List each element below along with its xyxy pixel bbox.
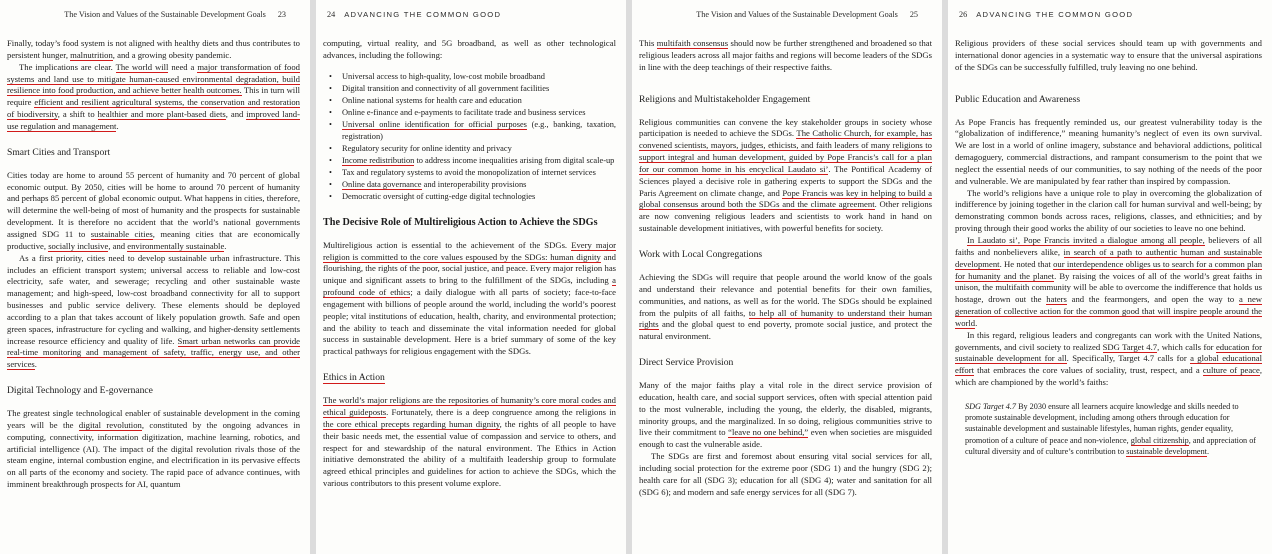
highlighted-phrase: to help all of humanity to understand their human rights: [639, 307, 932, 330]
page-number: 25: [909, 10, 918, 19]
text-run: . By raising the voices of all of the world’s great faiths in unison, the multifaith community will be able to overcome the indifference that holds us hostage, drown out the: [955, 270, 1263, 305]
highlighted-phrase: sustainable development: [1126, 446, 1207, 456]
highlighted-phrase: a profound code of ethics: [323, 275, 616, 298]
bullet-item: [337, 71, 616, 83]
text-run: , and appreciation of cultural diversity and of culture’s contribution to: [965, 435, 1257, 456]
paragraph: [639, 380, 932, 451]
text-run: that embraces the core values of sociality, trust, respect, and a: [974, 365, 1203, 376]
bullet-item: [337, 179, 616, 191]
text-run: should now be further strengthened and broadened so that religious leaders across all major faiths and regions will become leaders of the SDGs in line with the deep teachings of their respective faiths.: [639, 38, 932, 72]
highlighted-phrase: major transformation of food systems and land use to mitigate human-caused environmental degradation, build resilience into food production, and achieve better health outcomes.: [7, 61, 300, 96]
highlighted-phrase: a new generation of collective action for the common good that will inspire people around the world: [955, 294, 1262, 328]
text-run: . He noted that: [999, 258, 1054, 269]
section-heading: The Decisive Role of Multireligious Action to Achieve the SDGs: [323, 216, 598, 228]
text-run: Regulatory security for online identity and privacy: [342, 143, 512, 153]
section-heading: [323, 372, 616, 384]
paragraph: [7, 62, 300, 133]
bullet-item: [337, 95, 616, 107]
text-run: Universal access to high-quality, low-cost mobile broadband: [342, 71, 545, 81]
highlighted-phrase: in search of a path to authentic human and sustainable development: [955, 246, 1262, 269]
text-run: need a: [168, 61, 198, 72]
running-header: [639, 10, 932, 27]
highlighted-phrase: The world’s major religions are the repositories of humanity’s core moral codes and ethical guideposts: [323, 395, 616, 417]
text-run: Many of the major faiths play a vital role in the direct service provision of education, health care, and social support services, often with special attention paid to the most vulnerable, including the young, the elderly, the disabled, migrants, minority groups, and the marginalized. In so doing, religious communities strive to live their commitment to: [639, 380, 932, 438]
text-run: , constituted by the ongoing advances in computing, connectivity, information digitization, machine learning, robotics, and artificial intelligence (AI). The impact of the digital revolution rivals those of the steam engine, internal combustion engine, and electrification in its pervasive effects on all parts of the economy and society. The rapid pace of advance continues, with imminent breakthrough prospects for AI, quantum: [7, 419, 301, 490]
text-run: and the fearmongers, and open the way to: [1066, 294, 1240, 305]
heading-highlight: Ethics in Action: [323, 372, 385, 384]
text-run: Achieving the SDGs will require that people around the world know of the goals and understand their relevance and potential benefits for their own families, communities, and nations, as well as for the world. The SDGs should be explained from the pulpits of all faiths,: [639, 271, 932, 318]
paragraph: [639, 38, 932, 74]
highlighted-phrase: malnutrition: [70, 49, 113, 60]
page-number: 26: [959, 10, 968, 19]
text-run: to address income inequalities arising from digital scale-up: [414, 155, 615, 165]
highlighted-phrase: In Laudato si’, Pope Francis invited a dialogue among all people,: [967, 234, 1205, 245]
highlighted-phrase: digital revolution: [78, 419, 142, 430]
running-header: [323, 10, 616, 27]
highlighted-phrase: global citizenship: [1130, 435, 1189, 445]
paragraph: [323, 395, 616, 490]
text-run: By 2030 ensure all learners acquire knowledge and skills needed to promote sustainable development, including among others through education for sustainable development and sustainable lifestyles, human rights, gender equality, promotion of a culture of peace and non-violence,: [965, 401, 1239, 445]
highlighted-phrase: Income redistribution: [342, 155, 415, 165]
page-body: [7, 38, 300, 491]
highlighted-phrase: sustainable cities: [90, 228, 153, 239]
page-body: [955, 38, 1262, 457]
bullet-item: [337, 155, 616, 167]
highlighted-phrase: improved land-use regulation and management: [7, 109, 300, 131]
section-heading: Religions and Multistakeholder Engagement: [639, 93, 811, 105]
highlighted-phrase: a global educational effort: [955, 353, 1262, 376]
section-heading: Work with Local Congregations: [639, 248, 763, 260]
text-run: .: [975, 317, 978, 328]
text-run: and interoperability provisions: [421, 179, 527, 189]
paragraph: [323, 38, 616, 62]
highlighted-phrase: environmentally sustainable: [127, 240, 225, 251]
highlighted-phrase: healthier and more plant-based diets: [97, 109, 226, 120]
paragraph: [639, 272, 932, 343]
book-title: ADVANCING THE COMMON GOOD: [344, 10, 502, 19]
page-body: [639, 38, 932, 498]
paragraph: [323, 240, 616, 358]
bullet-item: [337, 107, 616, 119]
text-run: This in turn will require: [7, 85, 300, 108]
text-run: (e.g., banking, taxation, registration): [342, 119, 616, 141]
text-run: , and: [225, 109, 247, 120]
text-run: , which are championed by the world’s faiths:: [955, 365, 1262, 388]
text-run: As a first priority, cities need to develop sustainable urban infrastructure. This includes an efficient transport system; universal access to reliable and low-cost electricity, safe water, and sewerage; recycling and other sustainable waste management; and high-speed, low-cost broadband connectivity for all to support businesses and public service delivery. These elements should be deployed according to a plan that takes account of likely population growth. Safe and open green spaces, infrastructure for cycling and walking, and higher-density settlements increase resource efficiency and quality of life.: [7, 252, 300, 346]
page-26: [948, 0, 1272, 554]
text-run: The SDGs are first and foremost about ensuring vital social services for all, including social protection for the extreme poor (SDG 1) and the hungry (SDG 2); health care for all (SDG 3); education for all (SDG 4); water and sanitation for all (SDG 6); and modern and safe energy services for all (SDG 7).: [639, 451, 932, 497]
highlighted-phrase: “leave no one behind,”: [728, 427, 809, 438]
bullet-item: [337, 167, 616, 179]
text-run: Online e-finance and e-payments to facilitate trade and business services: [342, 107, 586, 117]
paragraph: [955, 188, 1262, 235]
text-run: Democratic oversight of cutting-edge digital technologies: [342, 191, 536, 201]
page-number: 23: [277, 10, 286, 19]
section-heading: Direct Service Provision: [639, 357, 734, 369]
text-run: . Other religions are now convening religious leaders and scientists to work hand in hand on sustainable development initiatives, with powerful benefits for society.: [639, 199, 932, 234]
text-run: This: [639, 38, 657, 48]
text-run: believers of all faiths and nonbelievers alike,: [955, 234, 1262, 257]
paragraph: [955, 330, 1262, 389]
highlighted-phrase: culture of peace: [1202, 365, 1260, 376]
text-run: Tax and regulatory systems to avoid the monopolization of internet services: [342, 167, 596, 177]
book-title: ADVANCING THE COMMON GOOD: [976, 10, 1134, 19]
paragraph: [955, 117, 1262, 188]
highlighted-phrase: Universal online identification for official purposes: [342, 119, 527, 129]
running-title: The Vision and Values of the Sustainable Development Goals: [696, 10, 898, 19]
text-run: As Pope Francis has frequently reminded us, our greatest vulnerability today is the “globalization of indifference,” meaning humanity’s neglect of even its own survival. We are lost in a world of online imagery, substance and behavioral addictions, political demagoguery, commercial distractions, and rampant consumerism to the point that we neglect the essential needs of our communities, to say nothing of the needs of the poor and vulnerable. We are manipulated by fear rather than inspired by compassion.: [955, 116, 1262, 186]
text-run: , meaning cities that are economically productive,: [7, 228, 300, 251]
text-run: Multireligious action is essential to the achievement of the SDGs.: [323, 239, 572, 250]
paragraph: [7, 253, 300, 371]
paragraph: [955, 38, 1262, 74]
page-23: [0, 0, 310, 554]
page-body: [323, 38, 616, 490]
paragraph: [7, 38, 300, 62]
running-title: The Vision and Values of the Sustainable Development Goals: [64, 10, 266, 19]
text-run: .: [1206, 446, 1209, 456]
callout-label: SDG Target 4.7: [965, 401, 1017, 411]
bullet-list: [337, 71, 616, 203]
text-run: Cities today are home to around 55 percent of humanity and 70 percent of global economic output. By 2050, cities will be home to around 70 percent of humanity and perhaps 85 percent of global economic output. What happens in cities, therefore, will determine the well-being of most of humanity and the prospects for sustainable development. It is therefore no accident that the world’s national governments assigned SDG 11 to: [7, 169, 300, 239]
text-run: The implications are clear.: [19, 61, 116, 72]
section-heading: Public Education and Awareness: [955, 93, 1081, 105]
text-run: . The Pontifical Academy of Sciences played a decisive role in gathering experts to support the SDGs and the Paris Agreement on climate change, and: [639, 163, 933, 198]
highlighted-phrase: Smart urban networks can provide real-time monitoring and management of safety, traffic, energy use, and other services: [7, 335, 300, 370]
text-run: even when societies are misguided enough to cast the vulnerable aside.: [639, 427, 932, 450]
text-run: The greatest single technological enabler of sustainable development in the coming years will be the: [7, 408, 300, 430]
paragraph: [639, 451, 932, 498]
text-run: In this regard, religious leaders and congregants can work with the United Nations, governments, and civil society to realized: [955, 329, 1262, 352]
running-header: [955, 10, 1262, 27]
section-heading: Smart Cities and Transport: [7, 146, 111, 158]
text-run: .: [116, 120, 119, 131]
text-run: and the global quest to end poverty, promote social justice, and protect the natural environment.: [639, 319, 932, 342]
text-run: . Specifically, Target 4.7 calls for: [1066, 353, 1191, 364]
text-run: .: [34, 359, 37, 370]
text-run: , which calls for: [1157, 341, 1216, 352]
text-run: , the rights of all people to have their basic needs met, the essential value of compassion and service to others, and respect for and stewardship of the natural environment. The Ethics in Action initiative demonstrated the ability of a multifaith leadership group to formulate agreed ethical principles and guidelines for action to achieve the SDGs, which the various contributors to this present volume explore.: [323, 418, 616, 489]
paragraph: [955, 235, 1262, 330]
text-run: Online national systems for health care and education: [342, 95, 522, 105]
highlighted-phrase: Online data governance: [342, 179, 422, 189]
page-25: [632, 0, 942, 554]
text-run: and flourishing, the rights of the poor, social justice, and peace. Every major religion has unique and significant assets to bring to the fulfillment of the SDGs, including: [323, 251, 616, 286]
section-heading: Digital Technology and E-governance: [7, 385, 153, 397]
highlighted-phrase: Pope Francis was key in helping to build a global consensus around both the SDGs and the climate agreement: [639, 187, 932, 210]
highlighted-phrase: The world will: [115, 61, 169, 72]
text-run: , and a growing obesity pandemic.: [112, 49, 232, 60]
text-run: ; a daily dialogue with all parts of society; face-to-face engagement with billions of people around the world, including the world’s poorest people; vital institutions of education, health, charity, and environmental protection; and the ability to teach and disseminate the vital information needed for global success in sustainable development. Here is a brief summary of some of the key practical pathways for religious engagement with the SDGs.: [323, 287, 616, 357]
page-number: 24: [327, 10, 336, 19]
highlighted-phrase: SDG Target 4.7: [1102, 341, 1158, 352]
highlighted-phrase: Every major religion is committed to the core values espoused by the SDGs: human dignity: [323, 239, 616, 262]
text-run: , and: [108, 240, 128, 251]
text-run: .: [224, 240, 227, 251]
highlighted-phrase: our interdependence obliges us to search for a common plan for humanity and the planet: [955, 258, 1263, 281]
page-24: [316, 0, 626, 554]
bullet-item: [337, 143, 616, 155]
highlighted-phrase: The Catholic Church, for example, has convened scientists, mayors, judges, ethicists, and faith leaders of many religions to support integral and human development, guided by Pope Francis’s call for a plan for our common home in his encyclical Laudato si’: [639, 128, 932, 174]
text-run: Digital transition and connectivity of all government facilities: [342, 83, 550, 93]
highlighted-phrase: efficient and resilient agricultural systems, the conservation and restoration of biodiversity: [7, 97, 300, 120]
text-run: computing, virtual reality, and 5G broadband, as well as other technological advances, including the following:: [323, 38, 616, 60]
sdg-target-callout: [965, 401, 1262, 457]
text-run: Religious communities can convene the key stakeholder groups in society whose participation is needed to achieve the SDGs.: [639, 116, 932, 139]
highlighted-phrase: education for sustainable development for all: [955, 341, 1262, 364]
text-run: The world’s religions have a unique role to play in overcoming the globalization of indifference by joining together in the clarion call for human survival and well-being; by demonstrating common bonds across races, religions, classes, and ethnicities; and by proving through their good works the ability of our societies to leave no one behind.: [955, 187, 1262, 234]
paragraph: [7, 170, 300, 253]
highlighted-phrase: multifaith consensus: [656, 38, 729, 48]
highlighted-phrase: socially inclusive: [48, 240, 109, 251]
text-run: Religious providers of these social services should team up with governments and international donor agencies in a systematic way to ensure that the universal aspirations of the SDGs can be successfully fulfilled, truly leaving no one behind.: [955, 38, 1262, 72]
paragraph: [639, 117, 932, 235]
running-header: [7, 10, 300, 27]
highlighted-phrase: the core ethical precepts regarding human dignity: [323, 418, 500, 429]
text-run: , a shift to: [57, 109, 98, 120]
paragraph: [7, 408, 300, 491]
bullet-item: [337, 83, 616, 95]
bullet-item: [337, 191, 616, 203]
highlighted-phrase: haters: [1046, 294, 1067, 305]
text-run: Finally, today’s food system is not aligned with healthy diets and thus contributes to persistent hunger,: [7, 38, 300, 60]
bullet-item: [337, 119, 616, 143]
text-run: . Fortunately, there is a deep congruence among the religions in: [386, 406, 616, 417]
